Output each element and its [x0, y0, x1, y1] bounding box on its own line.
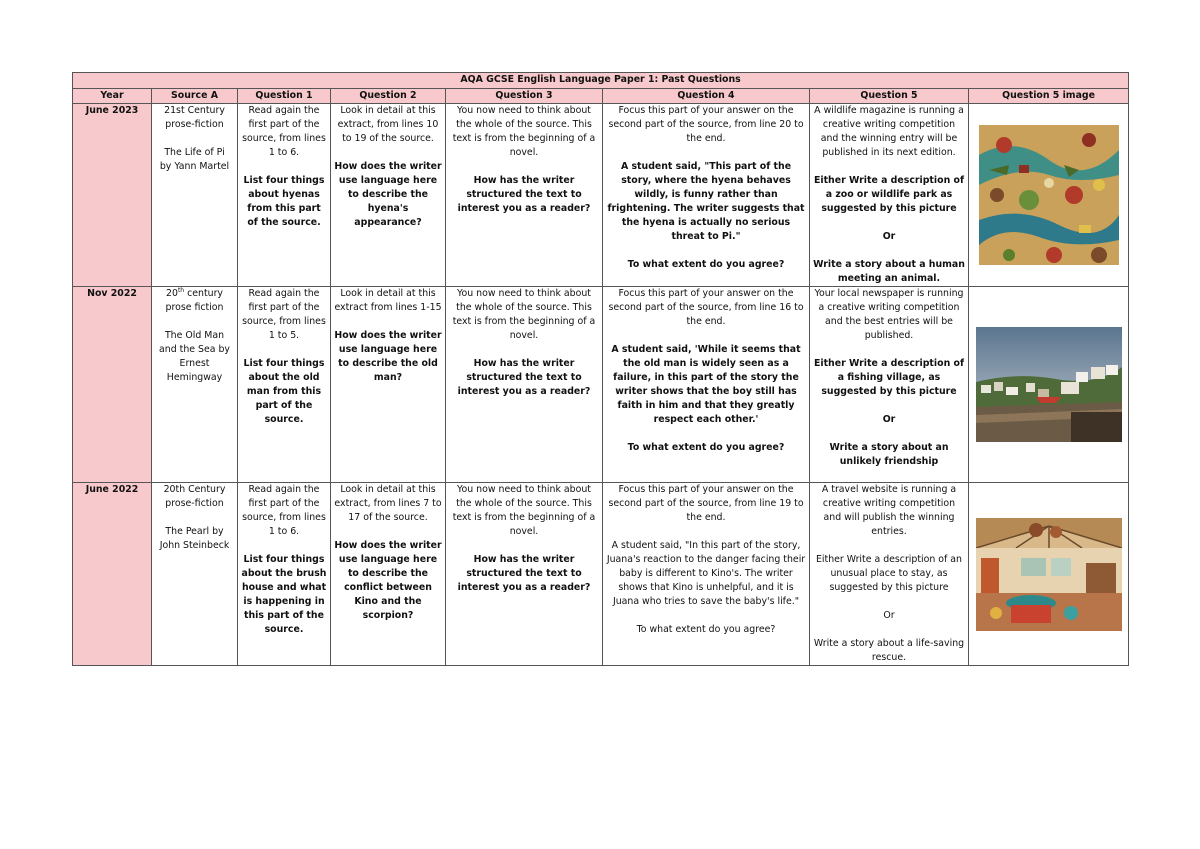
question-2-cell: [331, 104, 446, 287]
q1-question: List four things about the brush house and what is happening in this part of the source.: [241, 554, 327, 635]
q2-instruction: Look in detail at this extract, from lines 10 to 19 of the source.: [337, 105, 439, 144]
q4-statement: A student said, "This part of the story, where the hyena behaves wildly, is funny rather than frightening. The writer suggests that the hyena is actually no serious threat to Pi.": [607, 161, 805, 242]
question-1-cell: [238, 287, 331, 483]
unusual-room-photo: [976, 518, 1122, 631]
fishing-village-photo: [976, 327, 1122, 442]
q1-question: List four things about hyenas from this part of the source.: [243, 175, 325, 228]
question-4-cell: [603, 287, 810, 483]
header-question-1: Question 1: [238, 89, 331, 104]
q4-instruction: Focus this part of your answer on the second part of the source, from line 19 to the end.: [608, 484, 804, 523]
source-a-line: 20th century: [166, 286, 223, 299]
table-row: [73, 287, 1129, 483]
q2-question: How does the writer use language here to describe the old man?: [334, 330, 442, 383]
header-source-a: Source A: [152, 89, 238, 104]
header-question-4: Question 4: [603, 89, 810, 104]
question-5-image-cell: [969, 483, 1129, 666]
q4-instruction: Focus this part of your answer on the second part of the source, from line 16 to the end.: [608, 288, 804, 327]
q5-instruction: A travel website is running a creative writing competition and will publish the winning entries.: [821, 484, 957, 537]
question-3-cell: [446, 287, 603, 483]
source-a-line: The Life of Pi: [164, 147, 225, 158]
q3-instruction: You now need to think about the whole of the source. This text is from the beginning of a novel.: [452, 288, 596, 341]
question-1-cell: [238, 483, 331, 666]
q4-statement: A student said, 'While it seems that the old man is widely seen as a failure, in this part of the story the writer shows that the boy still has faith in him and that they greatly respect each other.': [611, 344, 801, 425]
source-a-cell: [152, 483, 238, 666]
q5-option-2: Write a story about a human meeting an animal.: [813, 259, 965, 284]
header-year: Year: [73, 89, 152, 104]
year-cell: June 2023: [73, 104, 152, 287]
question-5-image-cell: [969, 287, 1129, 483]
table-row: [73, 483, 1129, 666]
q4-question: To what extent do you agree?: [636, 624, 776, 635]
source-a-line: The Pearl by: [165, 526, 224, 537]
question-3-cell: [446, 483, 603, 666]
source-a-cell: [152, 104, 238, 287]
q3-question: How has the writer structured the text to interest you as a reader?: [457, 554, 591, 593]
q5-instruction: Your local newspaper is running a creative writing competition and the best entries will be published.: [814, 288, 964, 341]
source-a-line: 20th Century: [163, 484, 226, 495]
q2-instruction: Look in detail at this extract, from lines 7 to 17 of the source.: [334, 484, 442, 523]
q4-statement: A student said, "In this part of the story, Juana's reaction to the danger facing their baby is different to Kino's. The writer shows that Kino is unhelpful, and it is Juana who tries to save the baby's life.": [606, 540, 806, 607]
q4-instruction: Focus this part of your answer on the second part of the source, from line 20 to the end.: [608, 105, 804, 144]
question-5-cell: [810, 483, 969, 666]
q2-instruction: Look in detail at this extract from lines 1-15: [334, 288, 442, 313]
year-cell: Nov 2022: [73, 287, 152, 483]
source-a-line: The Old Man and the Sea by Ernest Hemingway: [159, 330, 230, 383]
q5-option-2: Write a story about an unlikely friendship: [829, 442, 949, 467]
q1-instruction: Read again the first part of the source, from lines 1 to 6.: [242, 105, 326, 158]
q5-or: Or: [883, 610, 895, 621]
header-question-5: Question 5: [810, 89, 969, 104]
q3-instruction: You now need to think about the whole of the source. This text is from the beginning of a novel.: [452, 105, 596, 158]
q4-question: To what extent do you agree?: [627, 442, 785, 453]
past-questions-table: [72, 72, 1129, 666]
question-2-cell: [331, 287, 446, 483]
source-a-line: prose-fiction: [165, 119, 224, 130]
year-cell: June 2022: [73, 483, 152, 666]
source-a-line: 21st Century: [164, 105, 225, 116]
question-4-cell: [603, 104, 810, 287]
question-5-image-cell: [969, 104, 1129, 287]
header-question-3: Question 3: [446, 89, 603, 104]
table-title: AQA GCSE English Language Paper 1: Past Questions: [73, 73, 1129, 89]
q5-option-1: Either Write a description of a fishing village, as suggested by this picture: [813, 358, 965, 397]
question-2-cell: [331, 483, 446, 666]
header-question-2: Question 2: [331, 89, 446, 104]
question-5-cell: [810, 104, 969, 287]
q1-instruction: Read again the first part of the source, from lines 1 to 6.: [242, 484, 326, 537]
source-a-line: prose-fiction: [165, 498, 224, 509]
question-1-cell: [238, 104, 331, 287]
header-question-5-image: Question 5 image: [969, 89, 1129, 104]
q5-instruction: A wildlife magazine is running a creative writing competition and the winning entry will be published in its next edition.: [814, 105, 964, 158]
q5-or: Or: [882, 231, 896, 242]
question-3-cell: [446, 104, 603, 287]
q5-option-2: Write a story about a life-saving rescue.: [813, 638, 965, 663]
question-5-cell: [810, 287, 969, 483]
question-4-cell: [603, 483, 810, 666]
q5-option-1: Either Write a description of an unusual place to stay, as suggested by this picture: [815, 554, 962, 593]
source-a-line: prose fiction: [165, 302, 224, 313]
source-a-cell: [152, 287, 238, 483]
q3-question: How has the writer structured the text to interest you as a reader?: [457, 175, 591, 214]
q1-instruction: Read again the first part of the source, from lines 1 to 5.: [242, 288, 326, 341]
source-a-line: by Yann Martel: [159, 161, 230, 172]
table-row: [73, 104, 1129, 287]
q4-question: To what extent do you agree?: [627, 259, 785, 270]
q5-or: Or: [882, 414, 896, 425]
q3-question: How has the writer structured the text to interest you as a reader?: [457, 358, 591, 397]
source-a-line: John Steinbeck: [159, 540, 230, 551]
zoo-map-illustration: [979, 125, 1119, 265]
q1-question: List four things about the old man from this part of the source.: [243, 358, 325, 425]
q3-instruction: You now need to think about the whole of the source. This text is from the beginning of a novel.: [452, 484, 596, 537]
q2-question: How does the writer use language here to describe the conflict between Kino and the scorpion?: [334, 540, 442, 621]
q5-option-1: Either Write a description of a zoo or wildlife park as suggested by this picture: [813, 175, 965, 214]
q2-question: How does the writer use language here to describe the hyena's appearance?: [334, 161, 442, 228]
